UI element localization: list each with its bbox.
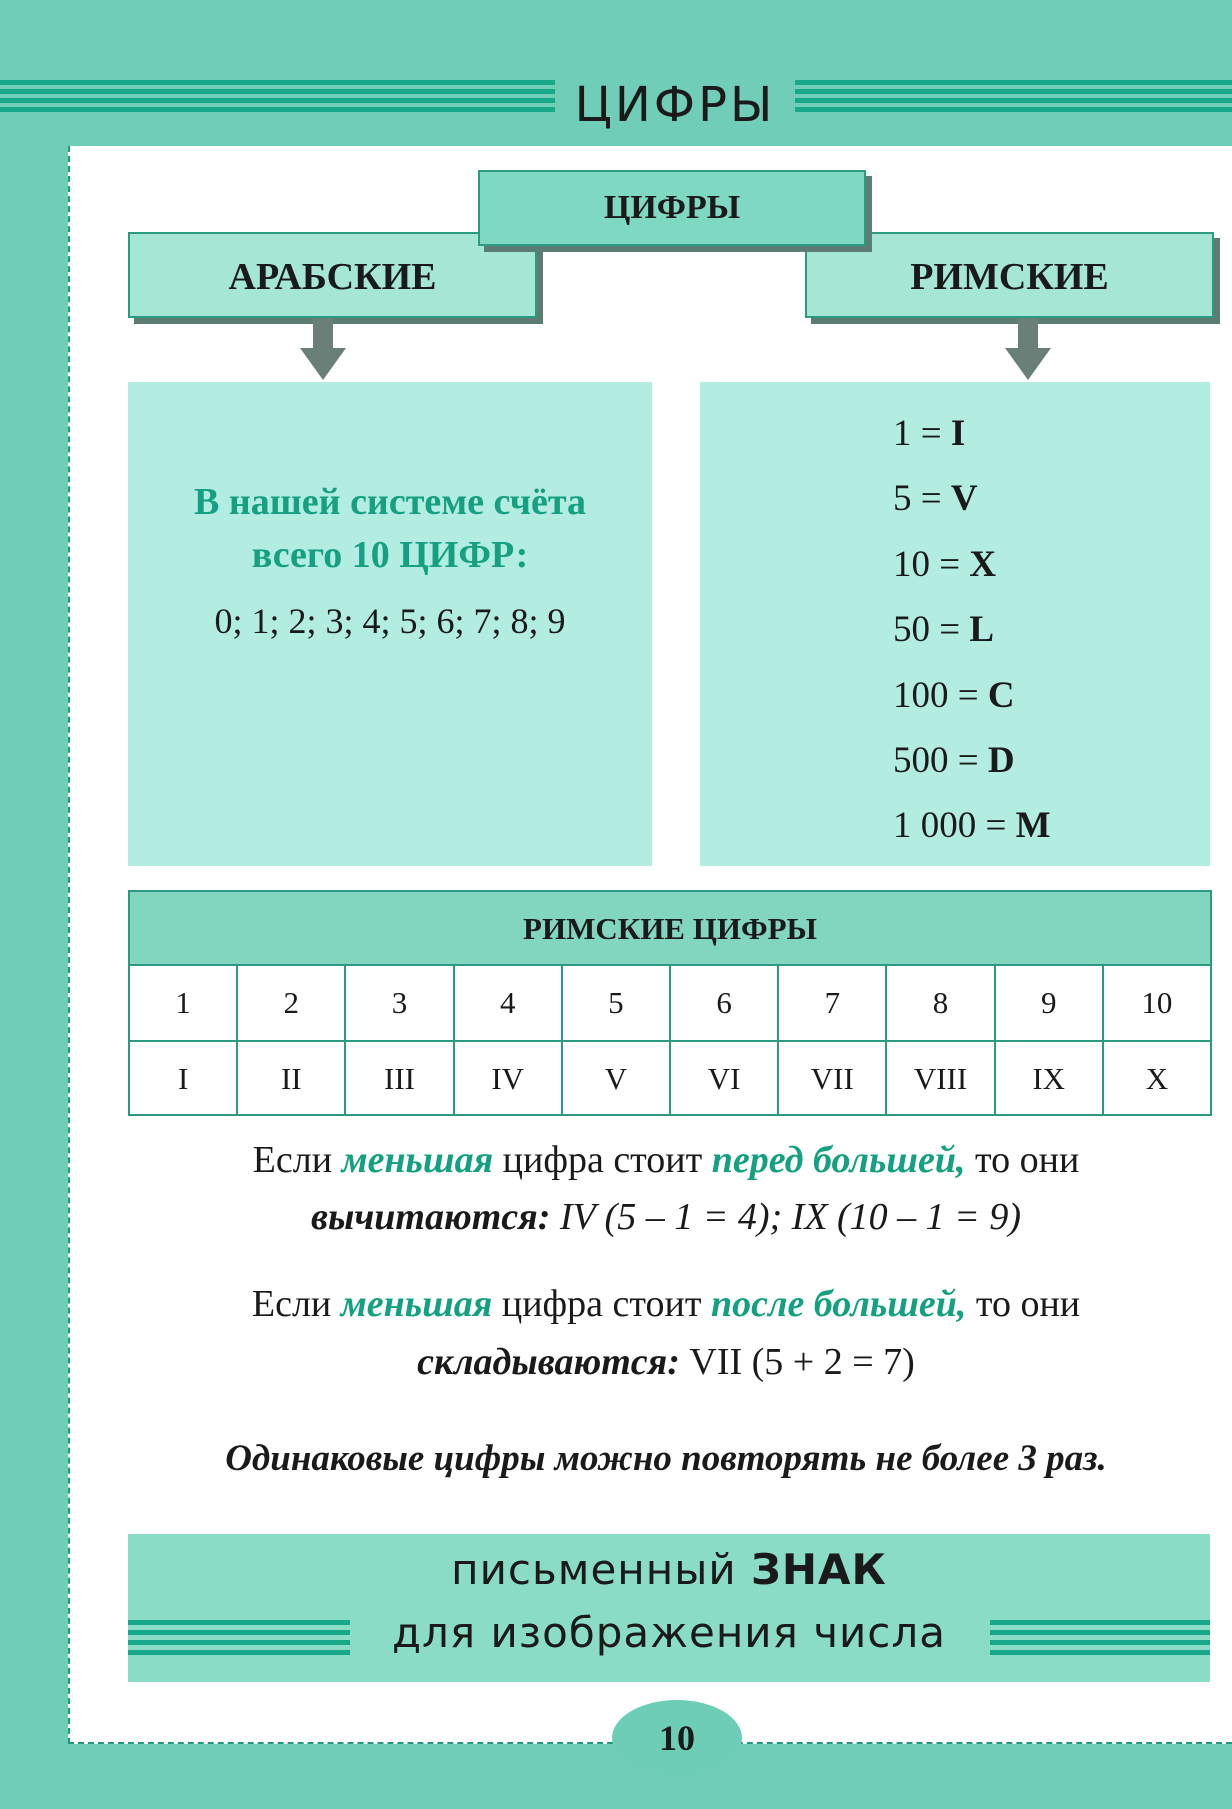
rule-text: цифра стоит [492,1283,711,1325]
roman-value: 1 = [893,413,951,454]
table-row-roman [130,1042,1210,1116]
table-cell: 6 [671,966,779,1040]
table-cell: 1 [130,966,238,1040]
table-row-arabic [130,966,1210,1042]
rule-highlight: перед большей, [711,1139,966,1181]
roman-symbol: V [950,478,978,520]
rule-example: IV (5 – 1 = 4); IX (10 – 1 = 9) [550,1196,1021,1238]
rule-addition-line2 [100,1340,1232,1384]
table-cell: 7 [779,966,887,1040]
digits-root-box: ЦИФРЫ [478,170,866,246]
rule-addition-line1 [100,1282,1232,1326]
table-cell: I [130,1042,238,1116]
rule-text: цифра стоит [493,1139,712,1181]
roman-value: 100 = [893,674,988,716]
rule-emphasis: вычитаются: [311,1196,551,1238]
table-title: РИМСКИЕ ЦИФРЫ [130,892,1210,966]
rule-text: Если [251,1283,341,1325]
header-stripes-left [0,80,555,122]
table-cell: VIII [887,1042,995,1116]
roman-row [893,404,1203,469]
table-cell: 10 [1141,985,1173,1020]
table-cell: 5 [563,966,671,1040]
roman-numerals-table [128,890,1212,1116]
arabic-description-line1: В нашей системе счёта [193,481,587,523]
arabic-description-line2: всего 10 ЦИФР: [251,534,529,576]
roman-symbol: M [1015,805,1051,847]
rule-subtraction-line2 [100,1195,1232,1239]
table-cell: VI [671,1042,779,1116]
table-cell: 3 [346,966,454,1040]
roman-symbol: D [987,739,1015,781]
roman-value: 5 = [893,478,951,520]
definition-line2: для изображения числа [392,1608,946,1657]
table-cell: 4 [455,966,563,1040]
roman-row [893,469,1203,534]
arabic-heading-box: АРАБСКИЕ [128,232,537,318]
definition-stripes-right [990,1620,1210,1660]
arrow-down-icon [300,318,346,380]
definition-stripes-left [128,1620,350,1660]
table-cell: IX [996,1042,1104,1116]
rule-example: VII (5 + 2 = 7) [679,1341,915,1383]
arrow-down-icon [1005,318,1051,380]
roman-row [893,731,1203,796]
roman-row [893,796,1203,861]
roman-row [893,600,1203,665]
roman-symbol: I [950,413,966,454]
definition-text: письменный [451,1545,752,1594]
page-title: ЦИФРЫ [574,77,776,133]
rule-subtraction-line1 [100,1138,1232,1182]
rule-emphasis: складываются: [417,1341,680,1383]
roman-row [893,666,1203,731]
rule-highlight: меньшая [341,1139,494,1181]
table-cell: 8 [887,966,995,1040]
table-cell: III [346,1042,454,1116]
table-cell: 9 [996,966,1104,1040]
page-number: 10 [612,1700,742,1776]
rule-text: Если [252,1139,342,1181]
table-cell: X [1145,1061,1169,1096]
roman-value: 10 = [893,543,970,585]
rule-highlight: меньшая [340,1283,493,1325]
rule-highlight: после большей, [710,1283,967,1325]
roman-value: 500 = [893,739,988,781]
roman-numeral-list [893,404,1203,862]
roman-row [893,535,1203,600]
roman-symbol: X [969,543,997,585]
roman-value: 1 000 = [893,805,1016,847]
definition-keyword: ЗНАК [751,1545,887,1594]
rule-text: то они [965,1139,1080,1181]
table-cell: VII [779,1042,887,1116]
dashed-border-left [68,146,70,1744]
definition-line1 [128,1545,1210,1594]
table-cell: IV [455,1042,563,1116]
table-cell: 2 [238,966,346,1040]
header-stripes-right [795,80,1232,122]
rule-text: то они [966,1283,1081,1325]
rule-repetition: Одинаковые цифры можно повторять не более 3 раз. [225,1438,1107,1479]
roman-symbol: C [987,674,1015,716]
table-cell: V [563,1042,671,1116]
roman-heading-box: РИМСКИЕ [805,232,1214,318]
table-cell: II [238,1042,346,1116]
roman-value: 50 = [893,609,970,651]
roman-symbol: L [969,609,995,651]
arabic-digits-list: 0; 1; 2; 3; 4; 5; 6; 7; 8; 9 [214,601,566,641]
